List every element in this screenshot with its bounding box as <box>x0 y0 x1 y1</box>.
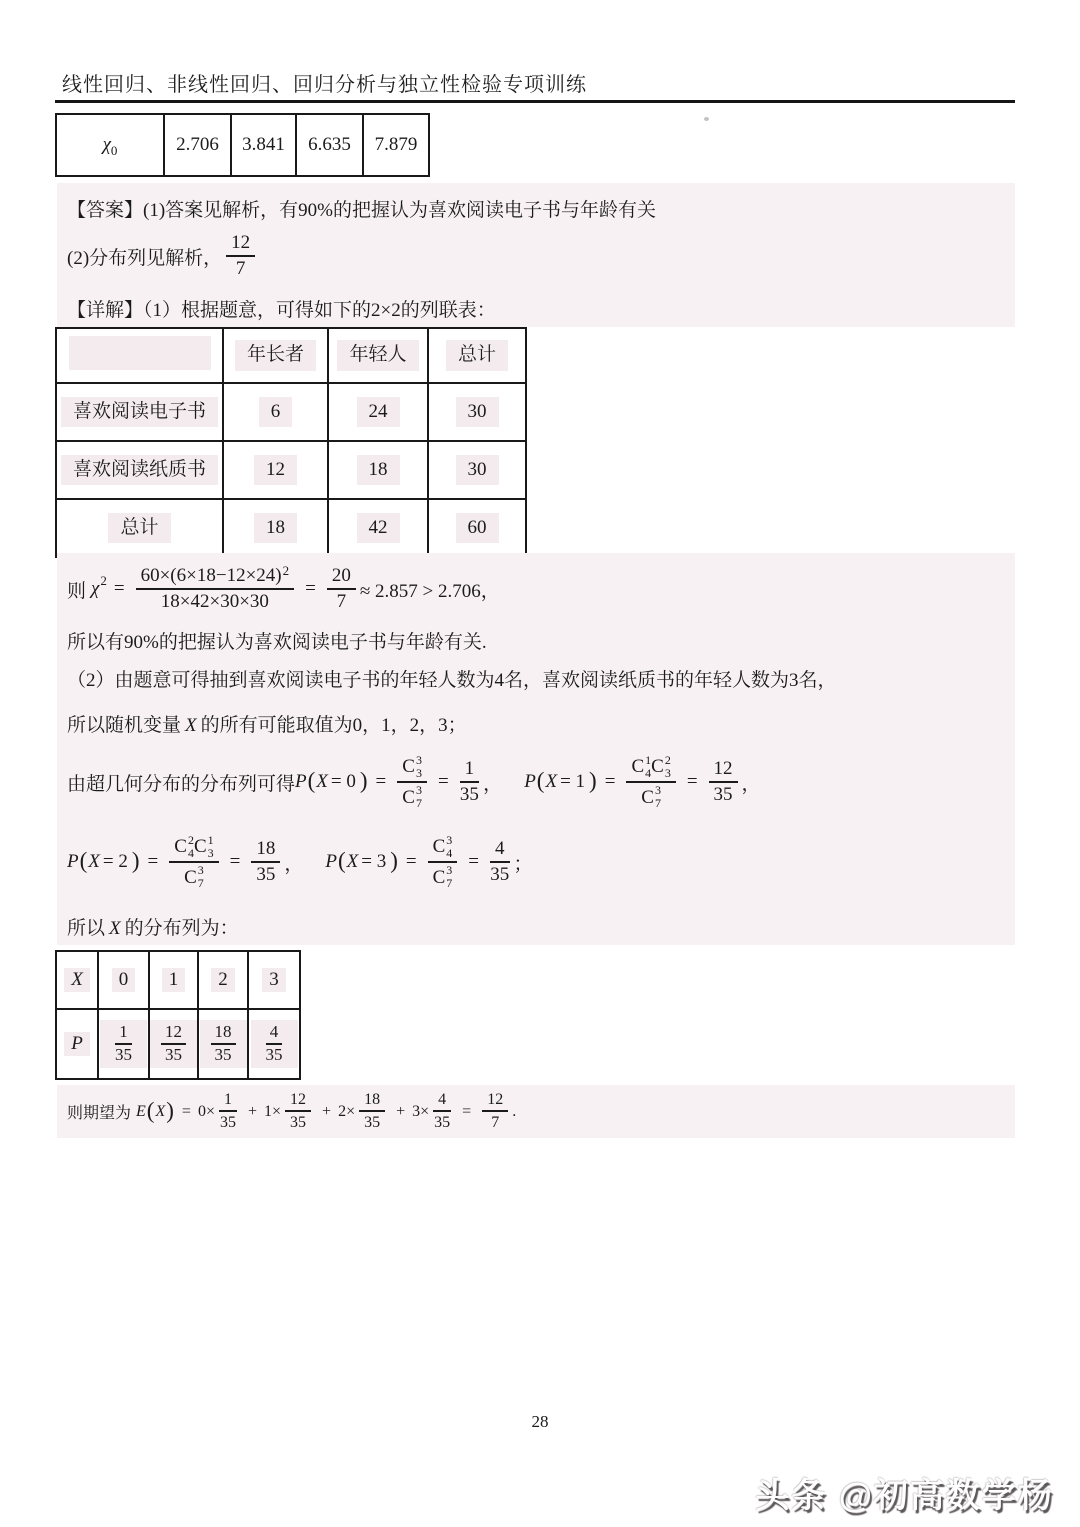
data-cell: 60 <box>428 499 526 557</box>
x-label-cell: X <box>56 951 98 1009</box>
expectation-block: 则期望为 E ( X ) = 0× $\frac{1}{35}$ + 1× $\frac{12}{35}$ + 2× $\frac{18}{35}$ + 3× $\frac{4}{35}$ = $\frac{12}{7}$ . <box>57 1085 1015 1138</box>
chi-square-fraction: 60×(6×18−12×24) 2 18×42×30×30 <box>136 565 295 614</box>
combination: C 3 4 <box>432 832 453 860</box>
p-label-cell: P <box>56 1009 98 1079</box>
variable-X: X <box>185 715 197 736</box>
hypergeometric-prefix: 由超几何分布的分布列可得 <box>67 773 296 795</box>
p-formula-x2: P ( X = 2 ) = C 2 4 C 1 3 C 3 7 = $\frac{18}{35}$ ， <box>67 832 304 891</box>
combination: C 3 7 <box>641 783 661 811</box>
chi-critical-table <box>55 113 430 177</box>
answer-line2 <box>67 225 259 287</box>
probability-line2 <box>67 831 555 893</box>
part2-line1: （2）由题意可得抽到喜欢阅读电子书的年轻人数为4名，喜欢阅读纸质书的年轻人数为3名， <box>67 670 837 691</box>
data-cell: 42 <box>328 499 428 557</box>
p-formula-x1: P ( X = 1 ) = C 1 4 C 2 3 C 3 7 = $\frac{12}{35}$ ， <box>524 752 761 811</box>
data-cell: 12 <box>223 441 328 499</box>
chi-critical-row <box>56 114 429 176</box>
chi-critical-value: 6.635 <box>296 114 363 176</box>
answer-block <box>57 183 1015 327</box>
row-label-cell: 总计 <box>56 499 223 557</box>
table-row <box>56 383 526 441</box>
probability-line1 <box>67 751 783 813</box>
p-value-cell: $\frac{12}{35}$ <box>149 1009 198 1079</box>
p-values-row <box>56 1009 300 1079</box>
combination: C 2 3 <box>651 752 671 780</box>
data-cell: 18 <box>328 441 428 499</box>
answer-line2-text: (2)分布列见解析， <box>67 247 223 269</box>
contingency-header-cell: 总计 <box>428 328 526 383</box>
p-formula-x0: P ( X = 0 ) = C 3 3 C 3 7 = $\frac{1}{35}$ ， <box>295 752 503 811</box>
contingency-table <box>55 327 527 558</box>
contingency-header-cell: 年轻人 <box>328 328 428 383</box>
chi-symbol: χ <box>102 134 111 155</box>
solution-block <box>57 553 1015 945</box>
stray-mark <box>704 117 709 121</box>
function-E: E <box>136 1102 146 1120</box>
chi-critical-value: 3.841 <box>231 114 296 176</box>
variable-X: X <box>155 1102 166 1120</box>
combination: C 1 3 <box>193 832 214 860</box>
data-cell: 30 <box>428 441 526 499</box>
page-title: 线性回归、非线性回归、回归分析与独立性检验专项训练 <box>62 74 587 96</box>
distribution-intro: 所以 X 的分布列为： <box>67 918 239 939</box>
data-cell: 30 <box>428 383 526 441</box>
x-value-cell: 3 <box>248 951 300 1009</box>
combination: C 3 3 <box>402 752 422 780</box>
answer-line1 <box>67 195 656 222</box>
combination: C 3 7 <box>402 783 422 811</box>
combination: C 3 7 <box>184 863 204 891</box>
page-number: 28 <box>531 1412 549 1431</box>
chi-critical-value: 7.879 <box>363 114 429 176</box>
fraction-20-7: $\frac{20}{7}$ <box>327 565 356 614</box>
formula-prefix: 则 <box>67 580 87 602</box>
detail-tag: 【详解】 <box>67 300 144 321</box>
contingency-header-row <box>56 328 526 383</box>
detail-intro-line <box>67 295 496 322</box>
part2-line2: 所以随机变量 X 的所有可能取值为0，1，2，3； <box>67 715 467 736</box>
variable-X: X <box>109 918 121 939</box>
combination: C 3 7 <box>432 863 453 891</box>
row-label-cell: 喜欢阅读纸质书 <box>56 441 223 499</box>
chi0-symbol-cell <box>56 114 164 176</box>
chi-symbol: χ <box>91 578 100 599</box>
distribution-table <box>55 950 301 1080</box>
answer-text: (1)答案见解析，有90%的把握认为喜欢阅读电子书与年龄有关 <box>143 200 656 221</box>
detail-intro-text: （1）根据题意，可得如下的2×2的列联表： <box>143 300 496 321</box>
fraction-12-7: $\frac{12}{7}$ <box>226 232 255 281</box>
p-value-cell: $\frac{4}{35}$ <box>248 1009 300 1079</box>
data-cell: 18 <box>223 499 328 557</box>
chi-square-formula: 则 χ 2 = 60×(6×18−12×24) 2 18×42×30×30 = $\frac{20}{7}$ ≈ 2.857 > 2.706， <box>67 562 500 612</box>
x-value-cell: 0 <box>98 951 149 1009</box>
expectation-prefix: 则期望为 <box>67 1105 132 1122</box>
answer-tag: 【答案】 <box>67 200 144 221</box>
table-row <box>56 441 526 499</box>
p-value-cell: $\frac{18}{35}$ <box>198 1009 248 1079</box>
chi-compare-text: ≈ 2.857 > 2.706， <box>359 580 500 602</box>
x-value-cell: 1 <box>149 951 198 1009</box>
p-formula-x3: P ( X = 3 ) = C 3 4 C 3 7 = $\frac{4}{35}$ ； <box>325 832 533 891</box>
combination: C 2 4 <box>174 832 194 860</box>
chi-symbol-subscript: 0 <box>110 143 118 158</box>
watermark: 头条 @初高数学杨 <box>755 1477 1054 1515</box>
conclusion-line: 所以有90%的把握认为喜欢阅读电子书与年龄有关. <box>67 632 487 653</box>
title-underline <box>55 100 1015 103</box>
data-cell: 24 <box>328 383 428 441</box>
x-values-row <box>56 951 300 1009</box>
contingency-header-cell: 年长者 <box>223 328 328 383</box>
row-label-cell: 喜欢阅读电子书 <box>56 383 223 441</box>
x-value-cell: 2 <box>198 951 248 1009</box>
combination: C 1 4 <box>631 752 652 780</box>
table-row <box>56 499 526 557</box>
data-cell: 6 <box>223 383 328 441</box>
contingency-corner-cell <box>56 328 223 383</box>
p-value-cell: $\frac{1}{35}$ <box>98 1009 149 1079</box>
chi-critical-value: 2.706 <box>164 114 231 176</box>
